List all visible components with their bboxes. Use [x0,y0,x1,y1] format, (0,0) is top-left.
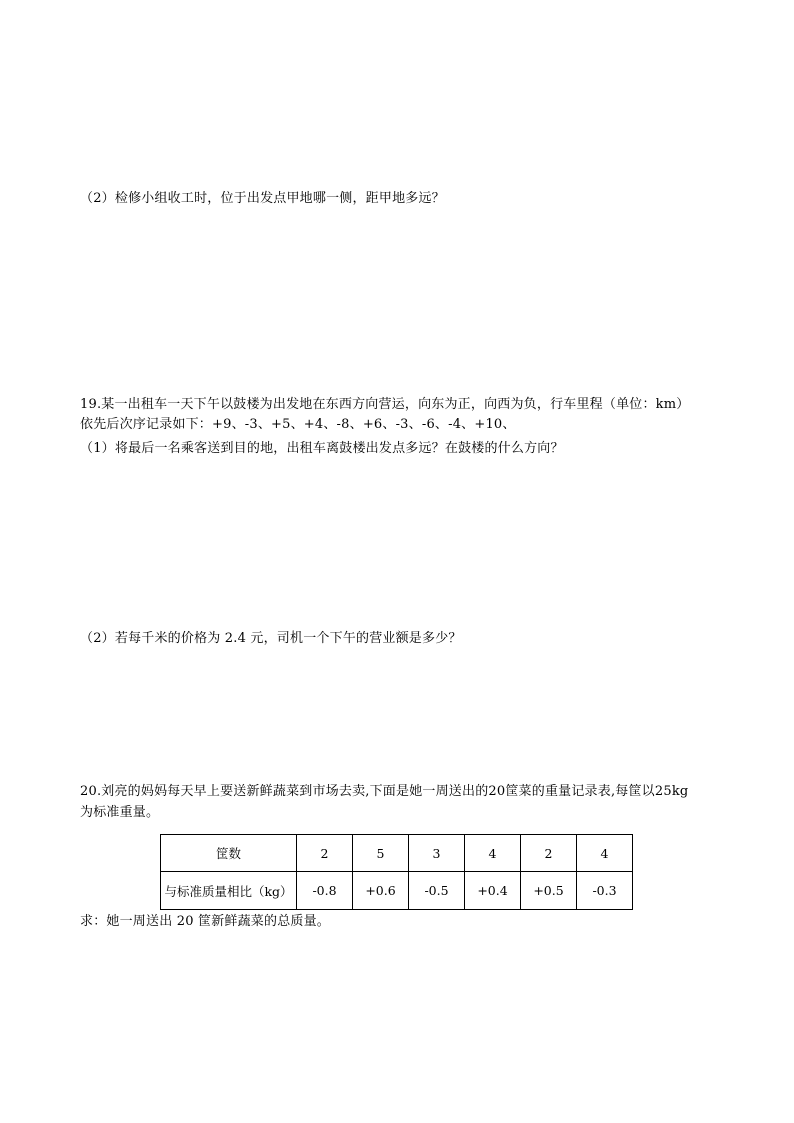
table-cell: 3 [409,835,465,872]
table-row-weight-difference [161,872,633,910]
question-19-stem-line-2: 依先后次序记录如下：+9、-3、+5、+4、-8、+6、-3、-6、-4、+10、 [80,417,516,432]
question-18-part-2: （2）检修小组收工时，位于出发点甲地哪一侧，距甲地多远？ [80,191,445,206]
question-19-part-1: （1）将最后一名乘客送到目的地，出租车离鼓楼出发点多远？在鼓楼的什么方向？ [80,441,564,456]
table-cell: -0.5 [409,872,465,910]
table-cell: 2 [521,835,577,872]
table-header-weight-difference: 与标准质量相比（kg） [161,872,297,910]
table-cell: +0.6 [353,872,409,910]
question-20-ask: 求：她一周送出 20 筐新鲜蔬菜的总质量。 [80,914,331,929]
table-cell: 2 [297,835,353,872]
table-cell: 4 [577,835,633,872]
table-cell: 5 [353,835,409,872]
question-19-part-2: （2）若每千米的价格为 2.4 元，司机一个下午的营业额是多少？ [80,631,462,646]
question-20-stem-line-1: 20.刘亮的妈妈每天早上要送新鲜蔬菜到市场去卖,下面是她一周送出的20筐菜的重量记录表,每筐以25kg [80,784,689,799]
table-row-basket-count [161,835,633,872]
table-cell: +0.5 [521,872,577,910]
table-header-basket-count: 筐数 [161,835,297,872]
table-cell: 4 [465,835,521,872]
question-20-stem-line-2: 为标准重量。 [80,805,160,820]
table-cell: +0.4 [465,872,521,910]
table-cell: -0.8 [297,872,353,910]
table-cell: -0.3 [577,872,633,910]
question-19-stem-line-1: 19.某一出租车一天下午以鼓楼为出发地在东西方向营运，向东为正，向西为负，行车里程（单位：km） [80,397,690,412]
vegetable-weight-table [160,834,633,910]
